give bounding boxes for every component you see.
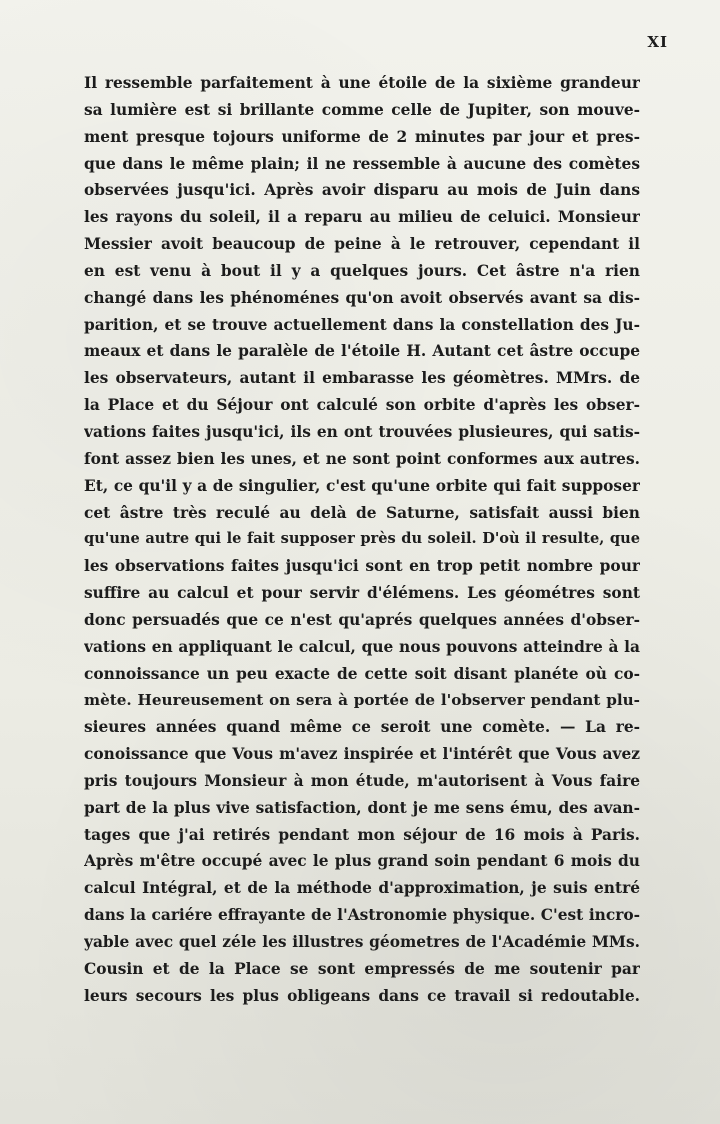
text-line: parition, et se trouve actuellement dans la constellation des Ju- <box>84 315 640 334</box>
text-line: Après m'être occupé avec le plus grand soin pendant 6 mois du <box>84 852 640 871</box>
text-line: part de la plus vive satisfaction, dont je me sens ému, des avan- <box>84 798 640 817</box>
text-line: en est venu à bout il y a quelques jours. Cet âstre n'a rien <box>84 261 640 280</box>
text-line: Il ressemble parfaitement à une étoile de la sixième grandeur <box>84 74 640 92</box>
text-line: ment presque tojours uniforme de 2 minutes par jour et pres- <box>84 127 640 146</box>
text-line: sieures années quand même ce seroit une comète. — La re- <box>84 718 640 737</box>
text-line: sa lumière est si brillante comme celle de Jupiter, son mouve- <box>84 100 640 119</box>
text-line: changé dans les phénoménes qu'on avoit observés avant sa dis- <box>84 288 640 307</box>
text-line: les rayons du soleil, il a reparu au milieu de celuici. Monsieur <box>84 208 640 227</box>
text-line: font assez bien les unes, et ne sont point conformes aux autres. <box>84 449 640 468</box>
text-line: conoissance que Vous m'avez inspirée et l'intérêt que Vous avez <box>84 745 640 764</box>
page-number: XI <box>647 33 668 51</box>
text-line: cet âstre très reculé au delà de Saturne, satisfait aussi bien <box>84 503 640 522</box>
text-line: dans la cariére effrayante de l'Astronomie physique. C'est incro- <box>84 906 640 925</box>
text-line: Cousin et de la Place se sont empressés de me soutenir par <box>84 959 640 978</box>
text-line: meaux et dans le paralèle de l'étoile H. Autant cet âstre occupe <box>84 342 640 361</box>
text-line: les observateurs, autant il embarasse les géomètres. MMrs. de <box>84 369 640 388</box>
body-text <box>84 70 640 1010</box>
text-line: Messier avoit beaucoup de peine à le retrouver, cependant il <box>84 235 640 254</box>
text-line: mète. Heureusement on sera à portée de l'observer pendant plu- <box>84 691 640 710</box>
text-line: pris toujours Monsieur à mon étude, m'autorisent à Vous faire <box>84 771 640 790</box>
text-line: la Place et du Séjour ont calculé son orbite d'après les obser- <box>84 396 640 415</box>
text-line: tages que j'ai retirés pendant mon séjour de 16 mois à Paris. <box>84 825 640 844</box>
text-line: yable avec quel zéle les illustres géometres de l'Académie MMs. <box>84 933 640 951</box>
text-line: qu'une autre qui le fait supposer près du soleil. D'où il resulte, que <box>84 530 640 548</box>
text-line: connoissance un peu exacte de cette soit disant planéte où co- <box>84 664 640 683</box>
text-line: donc persuadés que ce n'est qu'aprés quelques années d'obser- <box>84 610 640 629</box>
text-line: leurs secours les plus obligeans dans ce travail si redoutable. <box>84 986 640 1005</box>
text-line: les observations faites jusqu'ici sont en trop petit nombre pour <box>84 557 640 576</box>
text-line: suffire au calcul et pour servir d'élémens. Les géométres sont <box>84 584 640 603</box>
text-line: observées jusqu'ici. Après avoir disparu au mois de Juin dans <box>84 181 640 200</box>
text-line: que dans le même plain; il ne ressemble à aucune des comètes <box>84 154 640 173</box>
text-line: vations en appliquant le calcul, que nous pouvons atteindre à la <box>84 637 640 656</box>
text-line: calcul Intégral, et de la méthode d'approximation, je suis entré <box>84 879 640 898</box>
text-line: Et, ce qu'il y a de singulier, c'est qu'une orbite qui fait supposer <box>84 476 640 495</box>
text-line: vations faites jusqu'ici, ils en ont trouvées plusieures, qui satis- <box>84 422 640 441</box>
